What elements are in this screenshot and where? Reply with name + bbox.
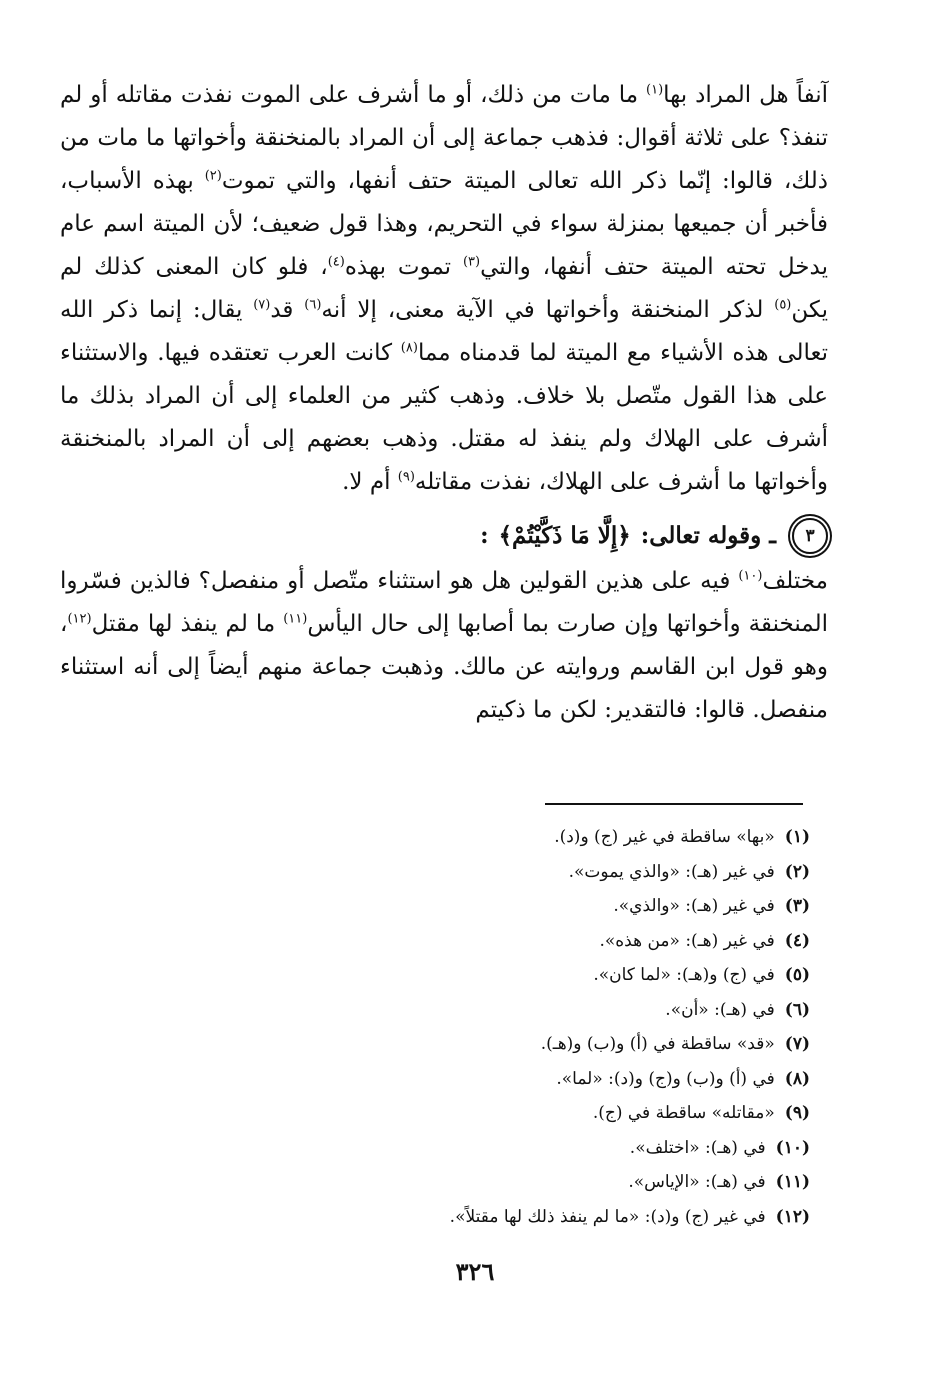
footnote-ref: (١) bbox=[646, 82, 664, 98]
footnote-item bbox=[210, 1200, 810, 1235]
footnote-number: (٤) bbox=[784, 930, 810, 951]
footnote-ref: (١٠) bbox=[738, 568, 763, 584]
footnote-text: في (أ) و(ب) و(ج) و(د): «لما». bbox=[556, 1068, 775, 1089]
text-run: ما لم ينفذ لها مقتل bbox=[91, 611, 284, 637]
footnote-number: (١٢) bbox=[775, 1206, 810, 1227]
text-run: مختلف bbox=[762, 568, 828, 594]
footnote-number: (٩) bbox=[784, 1103, 810, 1123]
footnote-number: (٧) bbox=[784, 1034, 810, 1054]
footnote-ref: (١٢) bbox=[67, 611, 92, 627]
text-run: أم لا. bbox=[342, 469, 398, 495]
footnote-number: (١) bbox=[784, 827, 810, 847]
footnote-divider bbox=[545, 803, 803, 805]
footnote-number: (١٠) bbox=[775, 1137, 810, 1158]
quran-quote: ﴿إِلَّا مَا ذَكَّيْتُمْ﴾ bbox=[498, 522, 631, 549]
text-run: فيه على هذين القولين هل هو استثناء متّصل أو منفصل؟ فالذين فسّروا المنخنقة وأخواتها وإن صارت بما أصابها إلى حال اليأس bbox=[60, 568, 828, 637]
footnote-item bbox=[210, 958, 810, 993]
footnote-number: (٥) bbox=[784, 965, 810, 985]
main-text bbox=[60, 74, 828, 732]
text-run: ما مات من ذلك، أو ما أشرف على الموت نفذت مقاتله أو لم تنفذ؟ على ثلاثة أقوال: فذهب جماعة إلى أن المراد بالمنخنقة وأخواتها ما مات من ذلك، قالوا: إنّما ذكر الله تعالى الميتة حتف أنفها، والتي تموت bbox=[60, 82, 828, 194]
footnote-text: في غير (ج) و(د): «ما لم ينفذ ذلك لها مقتلاً». bbox=[449, 1206, 766, 1227]
footnote-ref: (٩) bbox=[397, 469, 415, 485]
verse-heading bbox=[60, 512, 828, 560]
footnote-item bbox=[210, 889, 810, 924]
text-run: ، فلو كان المعنى كذلك لم يكن bbox=[60, 254, 828, 323]
text-run: تموت بهذه bbox=[344, 254, 463, 280]
heading-suffix: : bbox=[480, 522, 489, 549]
footnote-text: في (هـ): «الإياس». bbox=[628, 1172, 766, 1192]
footnote-text: في غير (هـ): «والذي». bbox=[613, 896, 775, 916]
text-run: يقال: إنما ذكر الله تعالى هذه الأشياء مع الميتة لما قدمناه مما bbox=[60, 297, 828, 366]
verse-number-badge: ٣ bbox=[792, 518, 828, 554]
footnote-text: في (هـ): «أن». bbox=[665, 999, 775, 1020]
footnote-text: «بها» ساقطة في غير (ج) و(د). bbox=[554, 827, 775, 847]
text-run: قد bbox=[270, 297, 305, 323]
footnote-ref: (٢) bbox=[204, 168, 222, 184]
footnote-ref: (٨) bbox=[400, 340, 418, 356]
footnote-text: «مقاتله» ساقطة في (ج). bbox=[592, 1103, 775, 1123]
footnote-ref: (١١) bbox=[283, 611, 308, 627]
footnote-text: في غير (هـ): «والذي يموت». bbox=[568, 861, 775, 882]
body-paragraph bbox=[60, 560, 828, 732]
text-run: بهذه الأسباب، فأخبر أن جميعها بمنزلة سواء في التحريم، وهذا قول ضعيف؛ لأن الميتة اسم عام يدخل تحته الميتة حتف أنفها، والتي bbox=[60, 168, 828, 280]
footnote-number: (٦) bbox=[784, 999, 810, 1020]
footnote-ref: (٧) bbox=[253, 297, 271, 313]
footnote-text: في غير (هـ): «من هذه». bbox=[599, 930, 775, 951]
footnote-item bbox=[210, 993, 810, 1028]
text-run: ، وهو قول ابن القاسم وروايته عن مالك. وذهبت جماعة منهم أيضاً إلى أنه استثناء منفصل. قالوا: فالتقدير: لكن ما ذكيتم bbox=[60, 611, 828, 723]
footnote-ref: (٤) bbox=[327, 254, 345, 270]
footnote-ref: (٣) bbox=[462, 254, 481, 270]
page-number: ٣٢٦ bbox=[455, 1257, 495, 1286]
footnote-text: «قد» ساقطة في (أ) و(ب) و(هـ). bbox=[540, 1034, 775, 1054]
footnote-number: (٣) bbox=[784, 896, 810, 916]
body-paragraph bbox=[60, 74, 828, 504]
text-run: كانت العرب تعتقده فيها. والاستثناء على هذا القول متّصل بلا خلاف. وذهب كثير من العلماء إلى أن المراد بذلك ما أشرف على الهلاك ولم ينفذ له مقتل. وذهب بعضهم إلى أن المراد بالمنخنقة وأخواتها ما أشرف على الهلاك، نفذت مقاتله bbox=[60, 340, 828, 495]
footnote-text: في (هـ): «اختلف». bbox=[629, 1137, 766, 1158]
heading-prefix: ـ وقوله تعالى: bbox=[640, 522, 776, 549]
footnote-item bbox=[210, 1131, 810, 1166]
footnote-number: (٨) bbox=[784, 1068, 810, 1089]
footnote-item bbox=[210, 1062, 810, 1097]
footnote-text: في (ج) و(هـ): «لما كان». bbox=[593, 965, 775, 985]
footnote-item bbox=[210, 1027, 810, 1062]
footnote-item bbox=[210, 855, 810, 890]
footnote-item bbox=[210, 820, 810, 855]
footnotes-list bbox=[210, 820, 810, 1234]
footnote-item bbox=[210, 1096, 810, 1131]
footnote-item bbox=[210, 1165, 810, 1200]
text-run: آنفاً هل المراد بها bbox=[663, 82, 828, 108]
footnote-ref: (٥) bbox=[774, 297, 792, 313]
footnote-number: (٢) bbox=[784, 861, 810, 882]
footnote-number: (١١) bbox=[775, 1172, 810, 1192]
footnote-item bbox=[210, 924, 810, 959]
footnote-ref: (٦) bbox=[304, 297, 322, 313]
text-run: لذكر المنخنقة وأخواتها في الآية معنى، إلا أنه bbox=[321, 297, 775, 323]
